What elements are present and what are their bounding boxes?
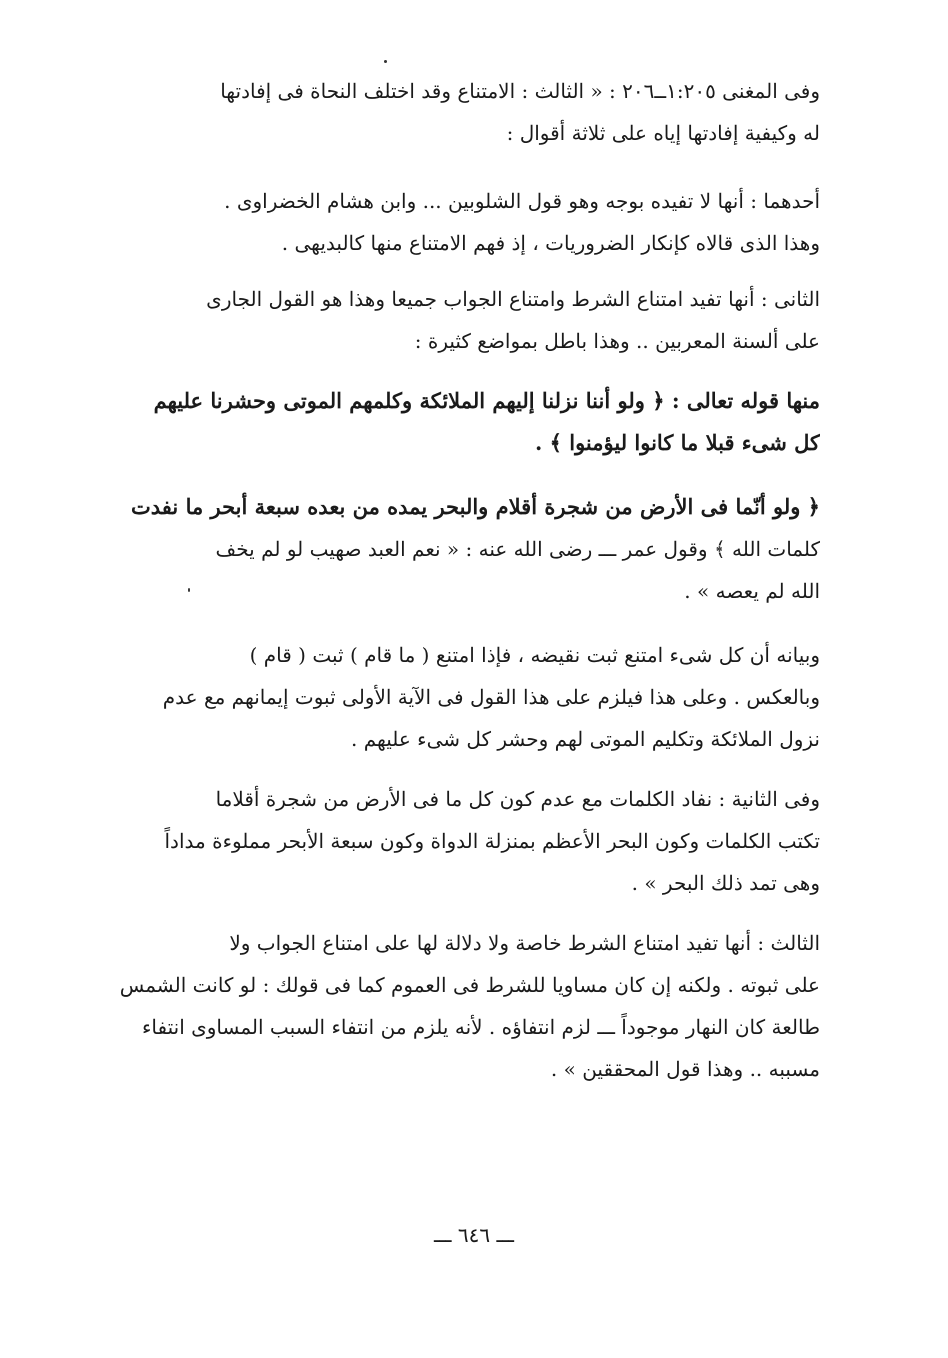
page-number: ـــ ٦٤٦ ـــ [433, 1223, 515, 1247]
paragraph-quran-verse-1 [100, 380, 820, 464]
text-line: له وكيفية إفادتها إياه على ثلاثة أقوال : [506, 121, 820, 145]
scan-speck [188, 588, 190, 592]
text-line: على ألسنة المعربين .. وهذا باطل بمواضع كثيرة : [414, 329, 820, 353]
text-line: كلمات الله ﴾ وقول عمر ـــ رضى الله عنه : « نعم العبد صهيب لو لم يخف [215, 537, 820, 561]
text-line: الله لم يعصه » . [684, 579, 820, 603]
text-line: على ثبوته . ولكنه إن كان مساويا للشرط فى العموم كما فى قولك : لو كانت الشمس [119, 973, 820, 997]
text-line: الثانى : أنها تفيد امتناع الشرط وامتناع الجواب جميعا وهذا هو القول الجارى [206, 287, 820, 311]
text-line: كل شىء قبلا ما كانوا ليؤمنوا ﴾ . [535, 430, 820, 455]
text-line: طالعة كان النهار موجوداً ـــ لزم انتفاؤه . لأنه يلزم من انتفاء السبب المساوى انتفاء [141, 1015, 820, 1039]
scan-speck [384, 60, 387, 63]
text-line: وبيانه أن كل شىء امتنع ثبت نقيضه ، فإذا امتنع ( ما قام ) ثبت ( قام ) [249, 643, 820, 667]
text-line: وبالعكس . وعلى هذا فيلزم على هذا القول فى الآية الأولى ثبوت إيمانهم مع عدم [162, 685, 820, 709]
paragraph-first-opinion [100, 180, 820, 264]
text-line: الثالث : أنها تفيد امتناع الشرط خاصة ولا دلالة لها على امتناع الجواب ولا [229, 931, 820, 955]
text-line: وهذا الذى قالاه كإنكار الضروريات ، إذ فهم الامتناع منها كالبديهى . [281, 231, 820, 255]
paragraph-explanation [100, 634, 820, 760]
paragraph-second-verse-note [100, 778, 820, 904]
text-line: نزول الملائكة وتكليم الموتى لهم وحشر كل شىء عليهم . [350, 727, 820, 751]
text-line: وفى الثانية : نفاد الكلمات مع عدم كون كل ما فى الأرض من شجرة أقلاما [215, 787, 820, 811]
text-line: أحدهما : أنها لا تفيده بوجه وهو قول الشلوبين ... وابن هشام الخضراوى . [224, 189, 820, 213]
paragraph-second-opinion [100, 278, 820, 362]
text-line: ﴿ ولو أنّما فى الأرض من شجرة أقلام والبحر يمده من بعده سبعة أبحر ما نفدت [131, 494, 820, 519]
text-line: تكتب الكلمات وكون البحر الأعظم بمنزلة الدواة وكون سبعة الأبحر مملوءة مداداً [164, 829, 820, 853]
text-line: وهى تمد ذلك البحر » . [631, 871, 820, 895]
paragraph-third-opinion [100, 922, 820, 1090]
text-line: مسببه .. وهذا قول المحققين » . [550, 1057, 820, 1081]
paragraph-mughni-quote [100, 70, 820, 154]
paragraph-quran-verse-2 [100, 486, 820, 612]
text-line: منها قوله تعالى : ﴿ ولو أننا نزلنا إليهم الملائكة وكلمهم الموتى وحشرنا عليهم [153, 388, 820, 413]
text-line: وفى المغنى ١:٢٠٥ــ٢٠٦ : « الثالث : الامتناع وقد اختلف النحاة فى إفادتها [220, 79, 820, 103]
